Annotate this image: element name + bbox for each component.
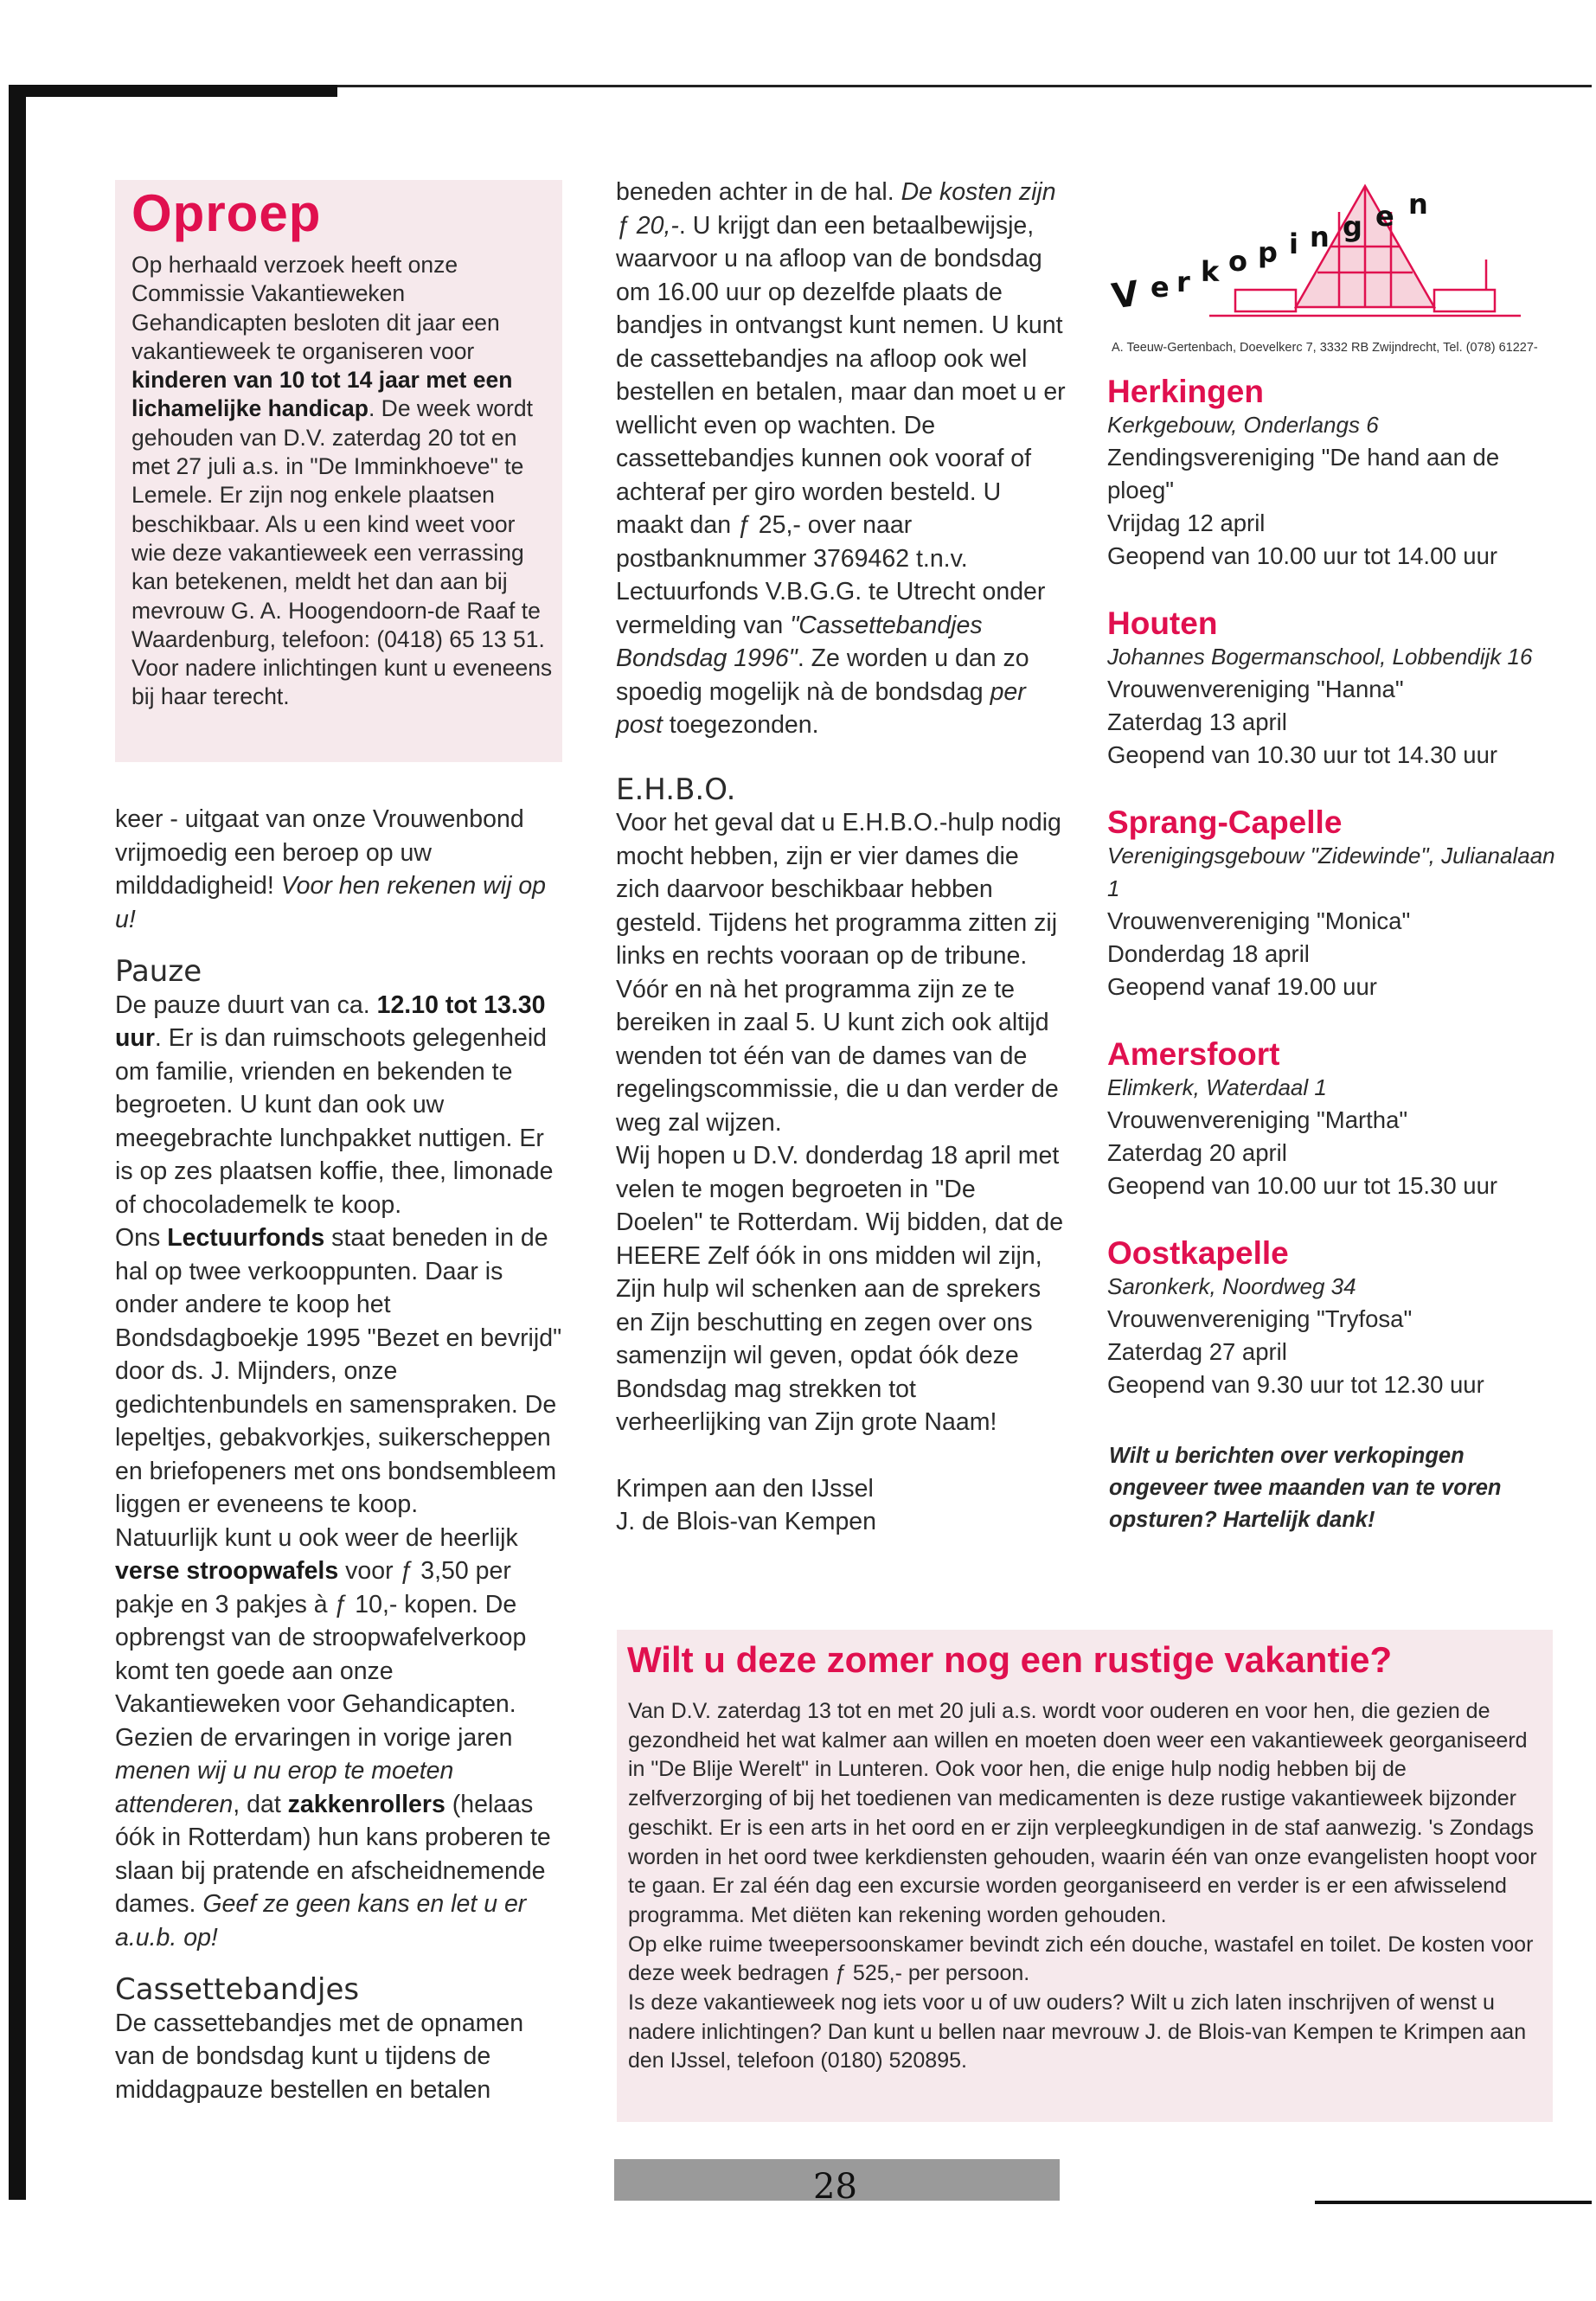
logo-letter-3: k xyxy=(1201,255,1220,288)
logo-letter-8: g xyxy=(1343,210,1362,243)
logo-letter-10: n xyxy=(1408,188,1428,221)
verkoping-time: Geopend van 10.00 uur tot 15.30 uur xyxy=(1107,1172,1498,1199)
vakantie-paragraph-1: Van D.V. zaterdag 13 tot en met 20 juli a.s. wordt voor ouderen en voor hen, die gezien de gezondheid het wat kalmer aan willen en moeten doen weer een vakantieweek georganiseerd in "De Blije Werelt" in Lunteren. Ook voor hen, die enige hulp nodig hebben bij de zelfverzorging of bij het toedienen van medicamenten is deze rustige vakantieweek bijzonder geschikt. Er is een arts in het oord en er zijn verpleegkundigen in de staf aanwezig. 's Zondags worden in het oord twee kerkdiensten gehouden, waarin één van onze evangelisten hoopt voor te gaan. Er zal één dag een excursie worden georganiseerd en verder is er een afwisselend programma. Met diëten kan rekening worden gehouden. xyxy=(628,1699,1537,1927)
oproep-title: Oproep xyxy=(131,184,322,242)
logo-letter-0: V xyxy=(1109,273,1142,317)
vakantie-title: Wilt u deze zomer nog een rustige vakantie? xyxy=(627,1639,1393,1680)
verkoping-place: Saronkerk, Noordweg 34 xyxy=(1107,1273,1356,1299)
verkoping-org: Vrouwenvereniging "Monica" xyxy=(1107,907,1411,934)
logo-letter-1: e xyxy=(1151,271,1170,304)
verkoping-time: Geopend van 10.00 uur tot 14.00 uur xyxy=(1107,542,1498,569)
logo-caption: A. Teeuw-Gertenbach, Doevelkerc 7, 3332 RB Zwijndrecht, Tel. (078) 61227- xyxy=(1112,341,1538,355)
logo-letter-4: o xyxy=(1228,245,1247,278)
verkoping-date: Donderdag 18 april xyxy=(1107,940,1310,967)
verkoping-town: Houten xyxy=(1107,606,1218,641)
verkoping-town: Oostkapelle xyxy=(1107,1235,1289,1271)
logo-letter-6: i xyxy=(1289,228,1298,260)
church-drawing xyxy=(1209,186,1521,316)
pauze-paragraph: De pauze duurt van ca. 12.10 tot 13.30 uur. Er is dan ruimschoots gelegenheid om familie, vrienden en bekenden te begroeten. U kunt dan ook uw meegebrachte lunchpakket nuttigen. Er is op zes plaatsen koffie, thee, limonade of chocolademelk te koop. xyxy=(115,990,554,1219)
logo-letter-5: p xyxy=(1258,236,1278,269)
verkoping-date: Zaterdag 27 april xyxy=(1107,1338,1287,1365)
logo-letter-7: n xyxy=(1310,221,1330,253)
page-edge-left xyxy=(9,85,26,2200)
verkoping-place: Johannes Bogermanschool, Lobbendijk 16 xyxy=(1107,644,1533,670)
verkoping-item xyxy=(1107,1038,1557,1202)
verkoping-place: Kerkgebouw, Onderlangs 6 xyxy=(1107,412,1379,438)
verkopingen-logo xyxy=(1106,160,1555,350)
column-1 xyxy=(115,803,565,2106)
closing-hope-paragraph: Wij hopen u D.V. donderdag 18 april met velen te mogen begroeten in "De Doelen" te Rotterdam. Wij bidden, dat de HEERE Zelf óók in ons midden wil zijn, Zijn hulp wil schenken aan de sprekers en Zijn beschutting en zegen over ons samenzijn wil geven, opdat óók deze Bondsdag mag strekken tot verheerlijking van Zijn grote Naam! xyxy=(616,1142,1064,1436)
verkoping-item xyxy=(1107,607,1557,772)
verkoping-time: Geopend van 10.30 uur tot 14.30 uur xyxy=(1107,741,1498,768)
vakantie-paragraph-3: Is deze vakantieweek nog iets voor u of uw ouders? Wilt u zich laten inschrijven of wenst u nadere inlichtingen? Dan kunt u bellen naar mevrouw J. de Blois-van Kempen te Krimpen aan den IJssel, telefoon (0180) 520895. xyxy=(628,1990,1527,2073)
verkoping-org: Vrouwenvereniging "Tryfosa" xyxy=(1107,1305,1413,1332)
verkoping-item xyxy=(1107,1237,1557,1401)
ehbo-paragraph: Voor het geval dat u E.H.B.O.-hulp nodig mocht hebben, zijn er vier dames die zich daarvoor beschikbaar hebben gesteld. Tijdens het programma zitten zij links en rechts vooraan op de tribune. Vóór en nà het programma zijn ze te bereiken in zaal 5. U kunt zich ook altijd wenden tot één van de dames van de regelingscommissie, die u dan verder de weg zal wijzen. xyxy=(616,809,1061,1137)
intro-paragraph: keer - uitgaat van onze Vrouwenbond vrijmoedig een beroep op uw milddadigheid! Voor hen rekenen wij op u! xyxy=(115,805,547,933)
page-number: 28 xyxy=(813,2167,857,2207)
page-edge-bottom xyxy=(1315,2201,1592,2204)
signature-place: Krimpen aan den IJssel xyxy=(616,1474,874,1503)
pauze-heading: Pauze xyxy=(115,954,202,989)
verkoping-town: Herkingen xyxy=(1107,374,1264,409)
verkoping-town: Sprang-Capelle xyxy=(1107,804,1343,840)
oproep-text: Op herhaald verzoek heeft onze Commissie Vakantieweken Gehandicapten besloten dit jaar een vakantieweek te organiseren voor kinderen van 10 tot 14 jaar met een lichamelijke handicap. De week wordt gehouden van D.V. zaterdag 20 tot en met 27 juli a.s. in "De Imminkhoeve" te Lemele. Er zijn nog enkele plaatsen beschikbaar. Als u een kind weet voor wie deze vakantieweek een verrassing kan betekenen, meldt het dan aan bij mevrouw G. A. Hoogendoorn-de Raaf te Waardenburg, telefoon: (0418) 65 13 51. Voor nadere inlichtingen kunt u eveneens bij haar terecht. xyxy=(131,252,553,710)
cassettebandjes-heading: Cassettebandjes xyxy=(115,1972,360,2007)
verkoping-item xyxy=(1107,375,1557,573)
verkoping-org: Zendingsvereniging "De hand aan de ploeg" xyxy=(1107,444,1500,503)
verkoping-date: Zaterdag 13 april xyxy=(1107,708,1287,735)
verkoping-org: Vrouwenvereniging "Hanna" xyxy=(1107,676,1404,702)
verkoping-place: Elimkerk, Waterdaal 1 xyxy=(1107,1074,1327,1100)
verkoping-place: Verenigingsgebouw "Zidewinde", Julianalaan 1 xyxy=(1107,843,1555,901)
vakantie-text xyxy=(628,1697,1545,2076)
ehbo-heading: E.H.B.O. xyxy=(616,772,736,807)
page-edge-top-thick xyxy=(9,85,337,97)
cassettebandjes-paragraph: De cassettebandjes met de opnamen van de bondsdag kunt u tijdens de middagpauze bestellen en betalen xyxy=(115,2009,524,2104)
vakantie-paragraph-2: Op elke ruime tweepersoonskamer bevindt zich eén douche, wastafel en toilet. De kosten voor deze week bedragen ƒ 525,- per persoon. xyxy=(628,1932,1534,1986)
verkoping-date: Zaterdag 20 april xyxy=(1107,1139,1287,1166)
cassette-continued-paragraph: beneden achter in de hal. De kosten zijn ƒ 20,-. U krijgt dan een betaalbewijsje, waarvoor u na afloop van de bondsdag om 16.00 uur op dezelfde plaats de bandjes in ontvangst kunt nemen. U kunt de cassettebandjes na afloop ook wel bestellen en betalen, maar dan moet u er wellicht even op wachten. De cassettebandjes kunnen ook vooraf of achteraf per giro worden besteld. U maakt dan ƒ 25,- over naar postbanknummer 3769462 t.n.v. Lectuurfonds V.B.G.G. te Utrecht onder vermelding van "Cassettebandjes Bondsdag 1996". Ze worden u dan zo spoedig mogelijk nà de bondsdag per post toegezonden. xyxy=(616,178,1066,739)
logo-letter-9: e xyxy=(1375,200,1394,233)
signature-name: J. de Blois-van Kempen xyxy=(616,1508,876,1535)
lectuurfonds-paragraph: Ons Lectuurfonds staat beneden in de hal op twee verkooppunten. Daar is onder andere te koop het Bondsdagboekje 1995 "Bezet en bevrijd" door ds. J. Mijnders, onze gedichtenbundels en samenspraken. De lepeltjes, gebakvorkjes, suikerscheppen en briefopeners met ons bondsembleem liggen er eveneens te koop. xyxy=(115,1224,562,1518)
verkoping-date: Vrijdag 12 april xyxy=(1107,510,1266,536)
verkoping-town: Amersfoort xyxy=(1107,1036,1280,1072)
verkopingen-closing-note: Wilt u berichten over verkopingen ongeveer twee maanden van te voren opsturen? Hartelijk dank! xyxy=(1109,1444,1502,1532)
logo-letter-2: r xyxy=(1176,266,1190,298)
verkoping-time: Geopend vanaf 19.00 uur xyxy=(1107,973,1377,1000)
column-2 xyxy=(616,176,1066,1539)
verkoping-org: Vrouwenvereniging "Martha" xyxy=(1107,1106,1408,1133)
stroopwafel-paragraph: Natuurlijk kunt u ook weer de heerlijk verse stroopwafels voor ƒ 3,50 per pakje en 3 pakjes à ƒ 10,- kopen. De opbrengst van de stroopwafelverkoop komt ten goede aan onze Vakantieweken voor Gehandicapten. Gezien de ervaringen in vorige jaren menen wij u nu erop te moeten attenderen, dat zakkenrollers (helaas óók in Rotterdam) hun kans proberen te slaan bij pratende en afscheidnemende dames. Geef ze geen kans en let u er a.u.b. op! xyxy=(115,1523,551,1952)
verkoping-time: Geopend van 9.30 uur tot 12.30 uur xyxy=(1107,1371,1484,1398)
verkoping-item xyxy=(1107,806,1557,1003)
